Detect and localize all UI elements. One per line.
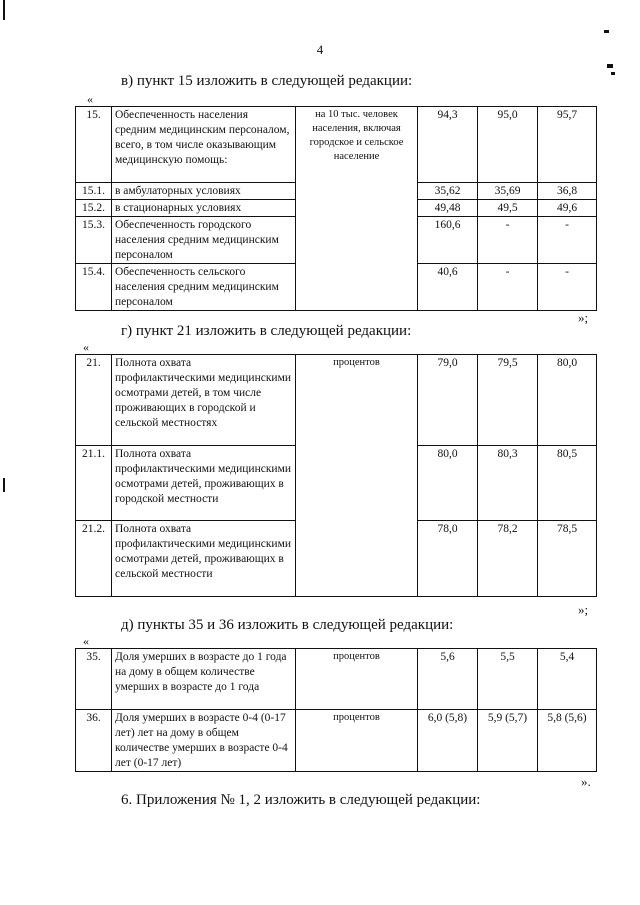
page-number: 4 [316,42,324,57]
section-g-open-quote: « [83,340,89,354]
section-g-heading: г) пункт 21 изложить в следующей редакции: [121,323,412,339]
value-year-3: 36,8 [538,183,597,200]
value-year-2: 80,3 [478,446,538,521]
section-g-end-mark: »; [578,602,589,617]
indicator-name: Обеспеченность сельского населения средним медицинским персоналом [112,264,296,311]
value-year-3: 49,6 [538,200,597,217]
value-year-1: 35,62 [418,183,478,200]
indicator-name: в стационарных условиях [112,200,296,217]
value-year-3: 5,4 [538,649,597,710]
section-v-heading: в) пункт 15 изложить в следующей редакции: [121,73,413,89]
value-year-2: 79,5 [478,355,538,446]
indicator-name: Доля умерших в возрасте 0-4 (0-17 лет) лет на дому в общем количестве умерших в возрасте 0-4 лет (0-17 лет) [112,710,296,772]
value-year-2: 5,9 (5,7) [478,710,538,772]
value-year-1: 79,0 [418,355,478,446]
value-year-3: 80,0 [538,355,597,446]
unit-cell: процентов [296,355,418,597]
section-d-heading: д) пункты 35 и 36 изложить в следующей редакции: [121,617,454,633]
indicator-name: Обеспеченность городского населения средним медицинским персоналом [112,217,296,264]
section-d-end-mark: ». [581,774,591,789]
indicator-name: Полнота охвата профилактическими медицинскими осмотрами детей, проживающих в городской местности [112,446,296,521]
row-number: 15.1. [76,183,112,200]
value-year-2: - [478,264,538,311]
value-year-3: - [538,264,597,311]
table-row [76,107,597,183]
value-year-2: 49,5 [478,200,538,217]
value-year-3: 78,5 [538,521,597,597]
unit-cell: процентов [296,710,418,772]
row-number: 36. [76,710,112,772]
table-row [76,649,597,710]
table-row [76,710,597,772]
scan-speck [611,72,615,75]
row-number: 15.2. [76,200,112,217]
table-point-15 [75,106,597,311]
indicator-name: Доля умерших в возрасте до 1 года на дому в общем количестве умерших в возрасте до 1 года [112,649,296,710]
unit-cell: процентов [296,649,418,710]
value-year-1: 6,0 (5,8) [418,710,478,772]
indicator-name: Полнота охвата профилактическими медицинскими осмотрами детей, в том числе проживающих в городской и сельской местностях [112,355,296,446]
scan-edge-mark [3,0,5,20]
table-points-35-36 [75,648,597,772]
row-number: 21.1. [76,446,112,521]
row-number: 15. [76,107,112,183]
indicator-name: в амбулаторных условиях [112,183,296,200]
indicator-name: Обеспеченность населения средним медицинским персоналом, всего, в том числе оказывающим медицинскую помощь: [112,107,296,183]
row-number: 21. [76,355,112,446]
section-v-open-quote: « [87,92,93,106]
value-year-2: - [478,217,538,264]
row-number: 21.2. [76,521,112,597]
value-year-1: 5,6 [418,649,478,710]
value-year-2: 35,69 [478,183,538,200]
value-year-3: 5,8 (5,6) [538,710,597,772]
value-year-1: 80,0 [418,446,478,521]
value-year-1: 49,48 [418,200,478,217]
indicator-name: Полнота охвата профилактическими медицинскими осмотрами детей, проживающих в сельской местности [112,521,296,597]
value-year-1: 160,6 [418,217,478,264]
section-d-open-quote: « [83,634,89,648]
scan-speck [604,30,609,33]
section-v-end-mark: »; [578,310,589,325]
value-year-2: 78,2 [478,521,538,597]
value-year-3: 80,5 [538,446,597,521]
value-year-1: 40,6 [418,264,478,311]
table-point-21 [75,354,597,597]
row-number: 15.3. [76,217,112,264]
scan-edge-mark [3,478,5,492]
value-year-1: 94,3 [418,107,478,183]
value-year-2: 5,5 [478,649,538,710]
unit-cell: на 10 тыс. человек населения, включая городское и сельское население [296,107,418,311]
row-number: 35. [76,649,112,710]
value-year-3: - [538,217,597,264]
value-year-1: 78,0 [418,521,478,597]
appendix-heading: 6. Приложения № 1, 2 изложить в следующей редакции: [121,792,481,808]
value-year-3: 95,7 [538,107,597,183]
row-number: 15.4. [76,264,112,311]
value-year-2: 95,0 [478,107,538,183]
scan-speck [607,64,613,68]
table-row [76,355,597,446]
